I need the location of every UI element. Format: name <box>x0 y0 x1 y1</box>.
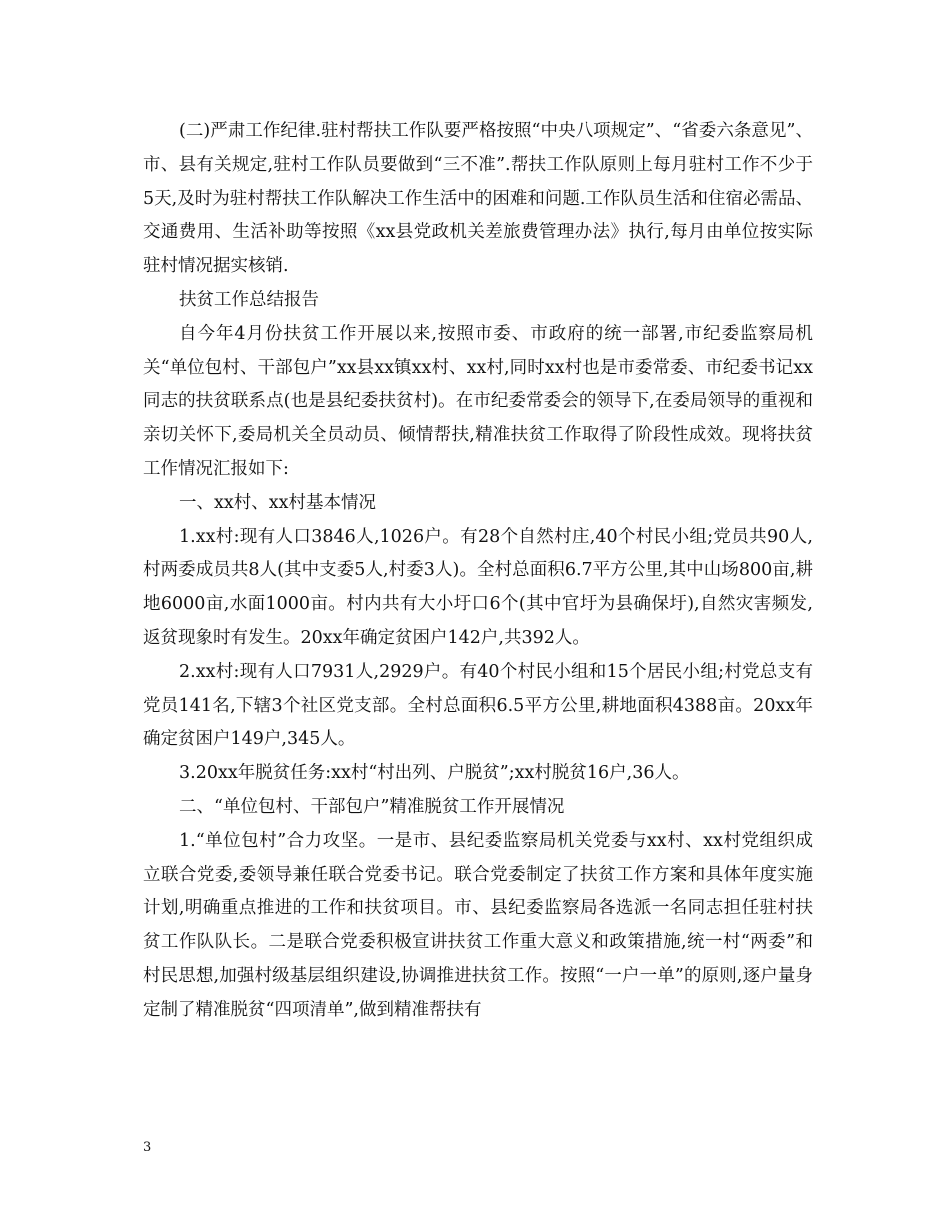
paragraph-report-title: 扶贫工作总结报告 <box>179 289 319 310</box>
paragraph-work-discipline: (二)严肃工作纪律.驻村帮扶工作队要严格按照“中央八项规定”、“省委六条意见”、市、县有关规定,驻村工作队员要做到“三不准”.帮扶工作队原则上每月驻村工作不少于5天,及时为驻村帮扶工作队解决工作生活中的困难和问题.工作队员生活和住宿必需品、交通费用、生活补助等按照《xx县党政机关差旅费管理办法》执行,每月由单位按实际驻村情况据实核销. <box>143 121 813 277</box>
paragraph-village-one: 1.xx村:现有人口3846人,1026户。有28个自然村庄,40个村民小组;党员共90人,村两委成员共8人(其中支委5人,村委3人)。全村总面积6.7平方公里,其中山场800亩,耕地6000亩,水面1000亩。村内共有大小圩口6个(其中官圩为县确保圩),自然灾害频发,返贫现象时有发生。20xx年确定贫困户142户,共392人。 <box>143 526 813 648</box>
paragraph-poverty-task: 3.20xx年脱贫任务:xx村“村出列、户脱贫”;xx村脱贫16户,36人。 <box>179 763 690 784</box>
paragraph-unit-village: 1.“单位包村”合力攻坚。一是市、县纪委监察局机关党委与xx村、xx村党组织成立联合党委,委领导兼任联合党委书记。联合党委制定了扶贫工作方案和具体年度实施计划,明确重点推进的工作和扶贫项目。市、县纪委监察局各选派一名同志担任驻村扶贫工作队队长。二是联合党委积极宣讲扶贫工作重大意义和政策措施,统一村“两委”和村民思想,加强村级基层组织建设,协调推进扶贫工作。按照“一户一单”的原则,逐户量身定制了精准脱贫“四项清单”,做到精准帮扶有 <box>143 830 813 1020</box>
page-number: 3 <box>143 1140 152 1155</box>
paragraph-village-two: 2.xx村:现有人口7931人,2929户。有40个村民小组和15个居民小组;村党总支有党员141名,下辖3个社区党支部。全村总面积6.5平方公里,耕地面积4388亩。20xx年确定贫困户149户,345人。 <box>143 661 813 750</box>
section-heading-work-progress: 二、“单位包村、干部包户”精准脱贫工作开展情况 <box>179 796 565 817</box>
paragraph-introduction: 自今年4月份扶贫工作开展以来,按照市委、市政府的统一部署,市纪委监察局机关“单位包村、干部包户”xx县xx镇xx村、xx村,同时xx村也是市委常委、市纪委书记xx同志的扶贫联系点(也是县纪委扶贫村)。在市纪委常委会的领导下,在委局领导的重视和亲切关怀下,委局机关全员动员、倾情帮扶,精准扶贫工作取得了阶段性成效。现将扶贫工作情况汇报如下: <box>143 323 813 479</box>
section-heading-basic-situation: 一、xx村、xx村基本情况 <box>179 492 376 513</box>
document-body <box>143 115 813 1028</box>
